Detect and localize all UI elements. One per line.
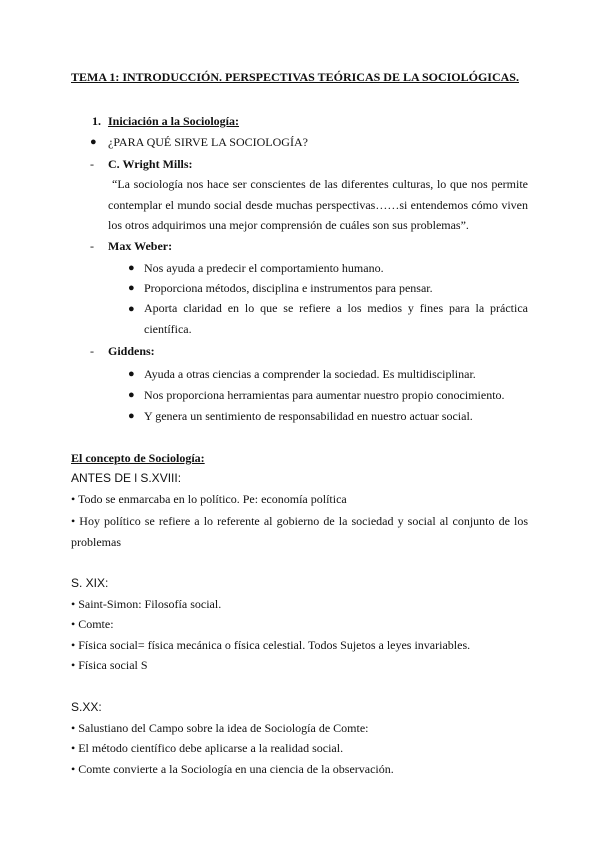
quote-paragraph: “La sociología nos hace ser conscientes de las diferentes culturas, lo que nos permite contemplar el mundo social desde muchas perspectivas……si entendemos cómo viven los otros adquirimos una mejor comprensión de cuáles son sus problemas”. <box>108 177 528 232</box>
list-item: • Física social S <box>71 658 148 672</box>
list-item: Proporciona métodos, disciplina e instrumentos para pensar. <box>144 281 433 295</box>
bullet-icon: ● <box>128 303 135 315</box>
period-label: S. XIX: <box>71 576 109 590</box>
bullet-icon: ● <box>128 389 135 401</box>
bullet-icon: ● <box>128 410 135 422</box>
document-title: TEMA 1: INTRODUCCIÓN. PERSPECTIVAS TEÓRICAS DE LA SOCIOLÓGICAS. <box>71 70 519 84</box>
list-item: • Todo se enmarcaba en lo político. Pe: economía política <box>71 492 347 506</box>
list-item: • Hoy político se refiere a lo referente al gobierno de la sociedad y social al conjunto de los problemas <box>71 514 528 549</box>
section-number: 1. <box>92 114 101 128</box>
question-line: ¿PARA QUÉ SIRVE LA SOCIOLOGÍA? <box>108 135 308 149</box>
author-name: C. Wright Mills: <box>108 157 193 171</box>
section-heading: El concepto de Sociología: <box>71 451 205 465</box>
list-item: Aporta claridad en lo que se refiere a los medios y fines para la práctica científica. <box>144 301 528 336</box>
author-name: Max Weber: <box>108 239 173 253</box>
period-label: ANTES DE l S.XVIII: <box>71 471 182 485</box>
list-item: • Comte: <box>71 617 114 631</box>
list-item: • Saint-Simon: Filosofía social. <box>71 597 222 611</box>
bullet-icon: ● <box>128 368 135 380</box>
list-item: • El método científico debe aplicarse a la realidad social. <box>71 741 344 755</box>
period-label: S.XX: <box>71 700 102 714</box>
list-item: Nos ayuda a predecir el comportamiento humano. <box>144 261 384 275</box>
list-item: • Salustiano del Campo sobre la idea de Sociología de Comte: <box>71 721 369 735</box>
dash-marker: - <box>90 239 94 253</box>
bullet-icon: ● <box>128 282 135 294</box>
list-item: Ayuda a otras ciencias a comprender la sociedad. Es multidisciplinar. <box>144 367 476 381</box>
author-name: Giddens: <box>108 344 155 358</box>
list-item: Nos proporciona herramientas para aumentar nuestro propio conocimiento. <box>144 388 505 402</box>
dash-marker: - <box>90 344 94 358</box>
list-item: • Comte convierte a la Sociología en una ciencia de la observación. <box>71 762 394 776</box>
section-heading: Iniciación a la Sociología: <box>108 114 240 128</box>
bullet-icon: ● <box>90 136 97 148</box>
list-item: • Física social= física mecánica o física celestial. Todos Sujetos a leyes invariables. <box>71 638 471 652</box>
list-item: Y genera un sentimiento de responsabilidad en nuestro actuar social. <box>144 409 473 423</box>
bullet-icon: ● <box>128 262 135 274</box>
dash-marker: - <box>90 157 94 171</box>
